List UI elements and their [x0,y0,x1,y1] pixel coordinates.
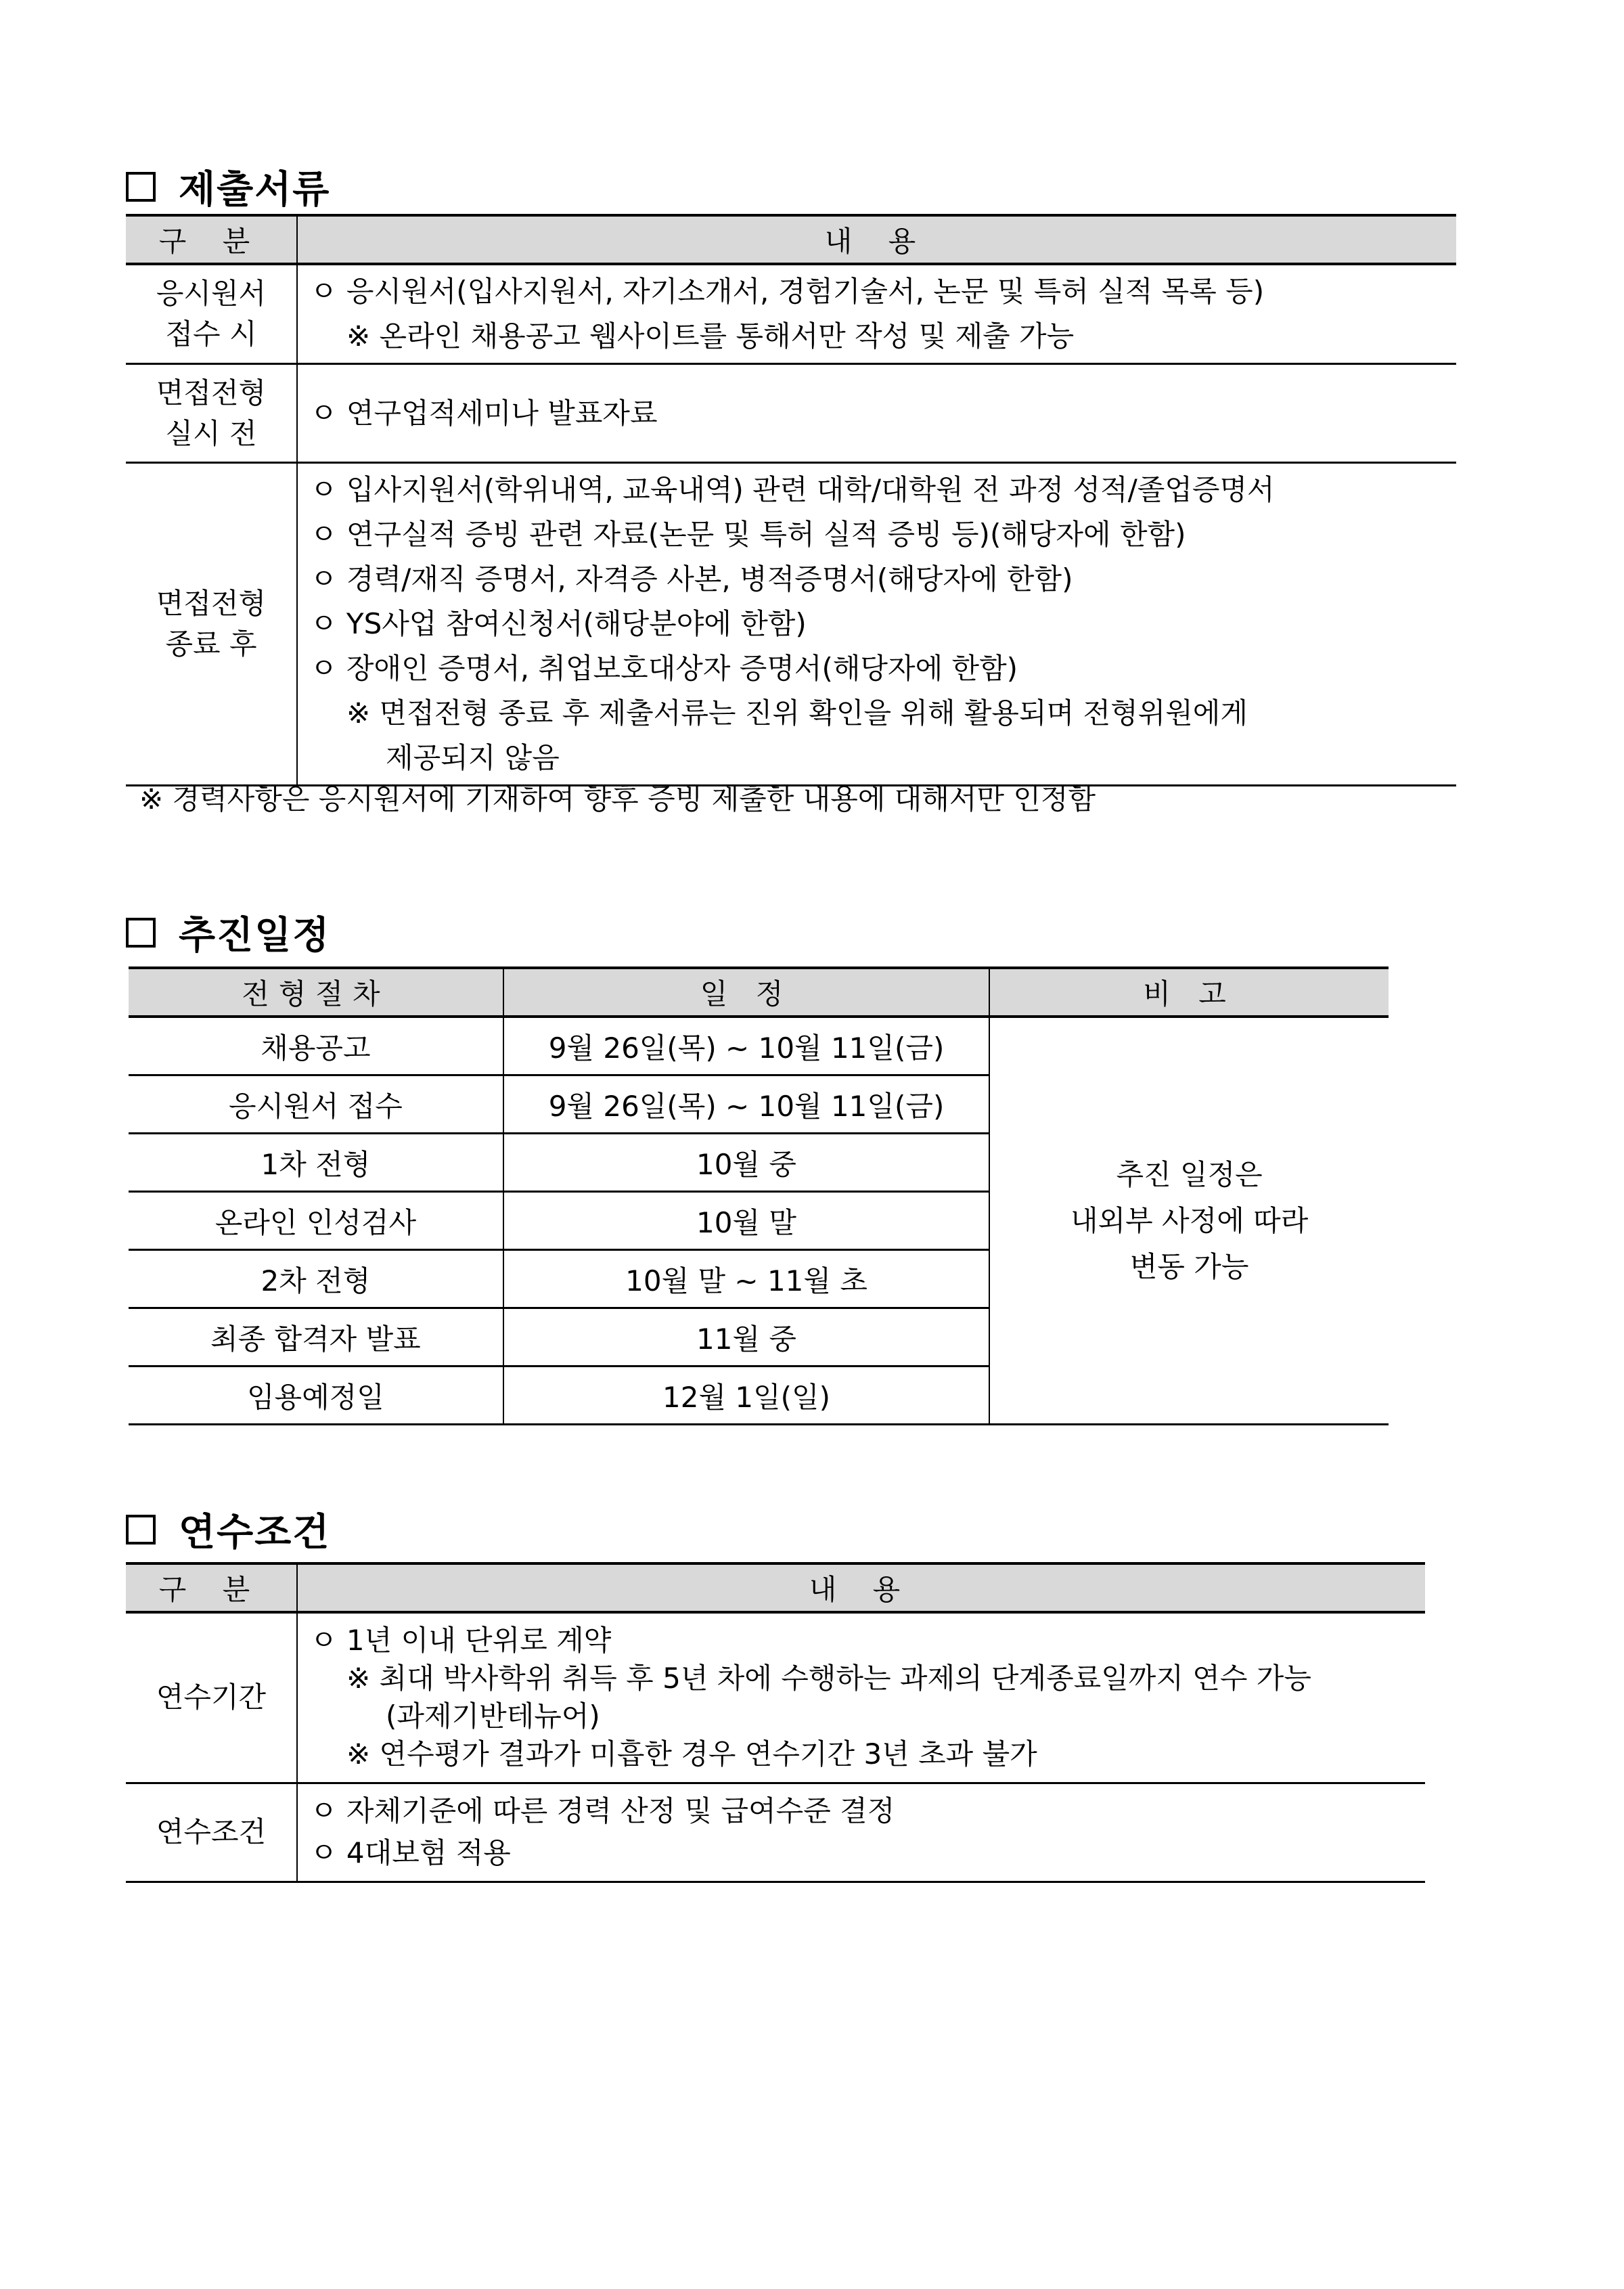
content-line: ㅇ 입사지원서(학위내역, 교육내역) 관련 대학/대학원 전 과정 성적/졸업증명서 [310,473,1275,506]
date-cell: 11월 중 [503,1308,989,1366]
content-line: ㅇ 자체기준에 따른 경력 산정 및 급여수준 결정 [310,1794,895,1827]
row-content [297,1783,1425,1882]
content-line: ㅇ 연구실적 증빙 관련 자료(논문 및 특허 실적 증빙 등)(해당자에 한함) [310,518,1186,551]
row-label-line: 면접전형 [156,376,267,409]
section-title-training [126,1503,330,1557]
checkbox-icon [126,918,156,948]
table-header-row [126,1563,1425,1612]
section-title-text: 연수조건 [179,1511,331,1555]
step-cell: 임용예정일 [129,1366,503,1425]
content-line: ㅇ YS사업 참여신청서(해당분야에 한함) [310,607,807,640]
row-content [297,364,1456,463]
remark-cell [989,1017,1389,1425]
header-remark: 비 고 [989,968,1389,1017]
row-content [297,264,1456,364]
documents-footnote: ※ 경력사항은 응시원서에 기재하여 향후 증빙 제출한 내용에 대해서만 인정함 [139,782,1096,816]
table-header-row [126,215,1456,264]
content-line: ㅇ 4대보험 적용 [310,1836,511,1869]
content-line: ※ 최대 박사학위 취득 후 5년 차에 수행하는 과제의 단계종료일까지 연수 가능 [346,1662,1311,1695]
table-row [126,463,1456,786]
header-content: 내 용 [297,215,1456,264]
step-cell: 최종 합격자 발표 [129,1308,503,1366]
documents-table [126,214,1456,786]
table-row [126,364,1456,463]
table-header-row [129,968,1389,1017]
step-cell: 채용공고 [129,1017,503,1075]
section-title-text: 추진일정 [179,914,331,958]
row-label-line: 면접전형 [156,587,267,620]
date-cell: 10월 말 ~ 11월 초 [503,1250,989,1308]
content-line: 제공되지 않음 [386,741,560,774]
date-cell: 9월 26일(목) ~ 10월 11일(금) [503,1075,989,1134]
date-cell: 10월 중 [503,1134,989,1192]
content-line: ※ 면접전형 종료 후 제출서류는 진위 확인을 위해 활용되며 전형위원에게 [346,696,1248,730]
row-content [297,1612,1425,1783]
date-cell: 12월 1일(일) [503,1366,989,1425]
schedule-table [129,966,1389,1425]
section-title-schedule [126,906,330,960]
header-content: 내 용 [297,1563,1425,1612]
remark-line: 추진 일정은 [1116,1157,1263,1191]
row-label-line: 실시 전 [165,416,257,450]
step-cell: 2차 전형 [129,1250,503,1308]
checkbox-icon [126,1515,156,1544]
content-line: ㅇ 장애인 증명서, 취업보호대상자 증명서(해당자에 한함) [310,652,1018,685]
training-table [126,1562,1425,1883]
row-label: 연수조건 [126,1783,297,1882]
date-cell: 9월 26일(목) ~ 10월 11일(금) [503,1017,989,1075]
step-cell: 응시원서 접수 [129,1075,503,1134]
step-cell: 온라인 인성검사 [129,1192,503,1250]
remark-line: 내외부 사정에 따라 [1070,1203,1309,1237]
row-label [126,463,297,786]
header-date: 일 정 [503,968,989,1017]
content-line: ※ 온라인 채용공고 웹사이트를 통해서만 작성 및 제출 가능 [346,319,1075,353]
content-line: ㅇ 1년 이내 단위로 계약 [310,1624,612,1658]
row-label [126,364,297,463]
row-label-line: 응시원서 [156,277,267,310]
row-label [126,264,297,364]
date-cell: 10월 말 [503,1192,989,1250]
row-content [297,463,1456,786]
step-cell: 1차 전형 [129,1134,503,1192]
section-title-documents [126,160,330,214]
row-label-line: 종료 후 [165,627,257,661]
header-step: 전형절차 [129,968,503,1017]
content-line: ※ 연수평가 결과가 미흡한 경우 연수기간 3년 초과 불가 [346,1737,1037,1771]
table-row [126,1783,1425,1882]
remark-line: 변동 가능 [1129,1249,1249,1283]
content-line: ㅇ 응시원서(입사지원서, 자기소개서, 경험기술서, 논문 및 특허 실적 목록 등) [310,275,1265,308]
content-line: ㅇ 경력/재직 증명서, 자격증 사본, 병적증명서(해당자에 한함) [310,562,1073,596]
checkbox-icon [126,172,156,202]
section-title-text: 제출서류 [179,168,331,212]
content-line: (과제기반테뉴어) [386,1699,600,1733]
row-label: 연수기간 [126,1612,297,1783]
row-label-line: 접수 시 [165,317,257,351]
content-line: ㅇ 연구업적세미나 발표자료 [310,396,658,430]
header-category: 구 분 [126,215,297,264]
table-row [129,1017,1389,1075]
table-row [126,264,1456,364]
table-row [126,1612,1425,1783]
header-category: 구 분 [126,1563,297,1612]
